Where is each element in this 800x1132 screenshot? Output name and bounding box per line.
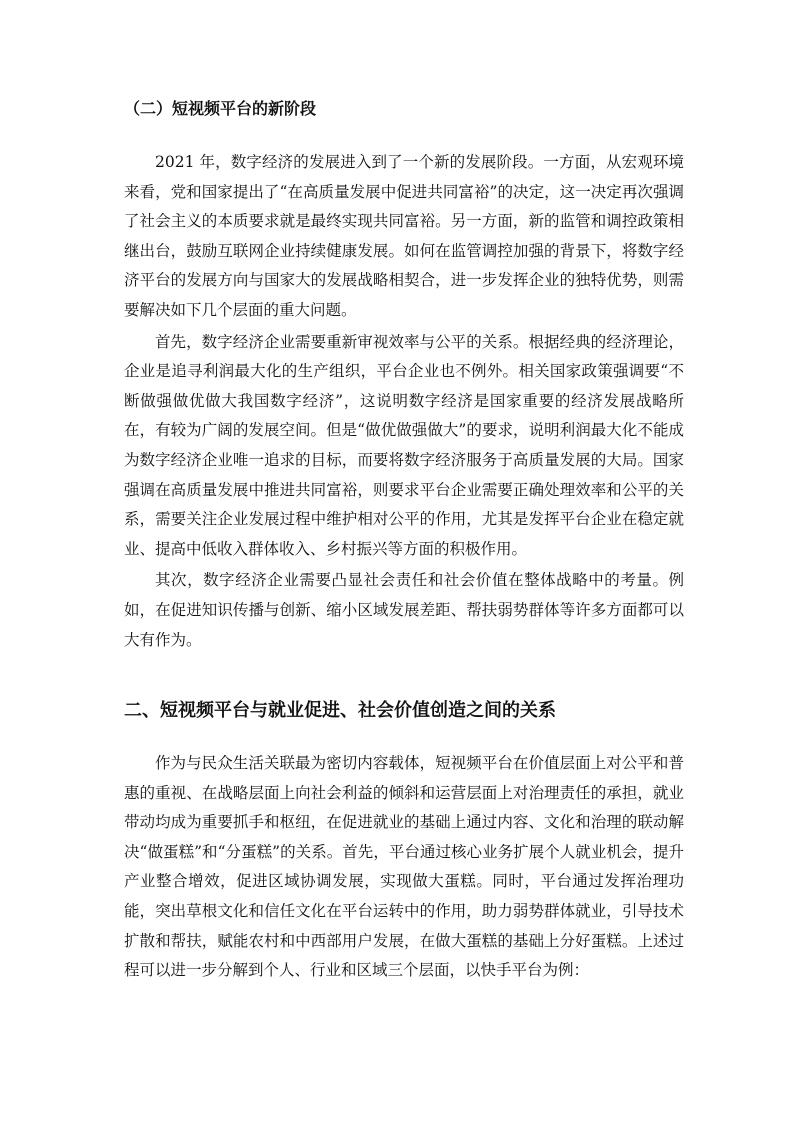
paragraph-efficiency-fairness: 首先，数字经济企业需要重新审视效率与公平的关系。根据经典的经济理论，企业是追寻利润最大化的生产组织，平台企业也不例外。相关国家政策强调要“不断做强做优做大我国数字经济”，这说明数字经济是国家重要的经济发展战略所在，有较为广阔的发展空间。但是“做优做强做大”的要求，说明利润最大化不能成为数字经济企业唯一追求的目标，而要将数字经济服务于高质量发展的大局。国家强调在高质量发展中推进共同富裕，则要求平台企业需要正确处理效率和公平的关系，需要关注企业发展过程中维护相对公平的作用，尤其是发挥平台企业在稳定就业、提高中低收入群体收入、乡村振兴等方面的积极作用。 bbox=[124, 332, 684, 558]
subsection-heading: （二）短视频平台的新阶段 bbox=[124, 99, 317, 118]
paragraph-employment-relationship: 作为与民众生活关联最为密切内容载体，短视频平台在价值层面上对公平和普惠的重视、在战略层面上向社会利益的倾斜和运营层面上对治理责任的承担，就业带动均成为重要抓手和枢纽，在促进就业的基础上通过内容、文化和治理的联动解决“做蛋糕”和“分蛋糕”的关系。首先，平台通过核心业务扩展个人就业机会，提升产业整合增效，促进区域协调发展，实现做大蛋糕。同时，平台通过发挥治理功能，突出草根文化和信任文化在平台运转中的作用，助力弱势群体就业，引导技术扩散和帮扶，赋能农村和中西部用户发展，在做大蛋糕的基础上分好蛋糕。上述过程可以进一步分解到个人、行业和区域三个层面，以快手平台为例： bbox=[124, 754, 684, 980]
section-heading: 二、短视频平台与就业促进、社会价值创造之间的关系 bbox=[124, 700, 556, 722]
paragraph-social-responsibility: 其次，数字经济企业需要凸显社会责任和社会价值在整体战略中的考量。例如，在促进知识传播与创新、缩小区域发展差距、帮扶弱势群体等许多方面都可以大有作为。 bbox=[124, 571, 684, 649]
paragraph-new-stage-intro: 2021 年，数字经济的发展进入到了一个新的发展阶段。一方面，从宏观环境来看，党和国家提出了“在高质量发展中促进共同富裕”的决定，这一决定再次强调了社会主义的本质要求就是最终实现共同富裕。另一方面，新的监管和调控政策相继出台，鼓励互联网企业持续健康发展。如何在监管调控加强的背景下，将数字经济平台的发展方向与国家大的发展战略相契合，进一步发挥企业的独特优势，则需要解决如下几个层面的重大问题。 bbox=[124, 153, 684, 319]
page-content bbox=[124, 96, 684, 986]
